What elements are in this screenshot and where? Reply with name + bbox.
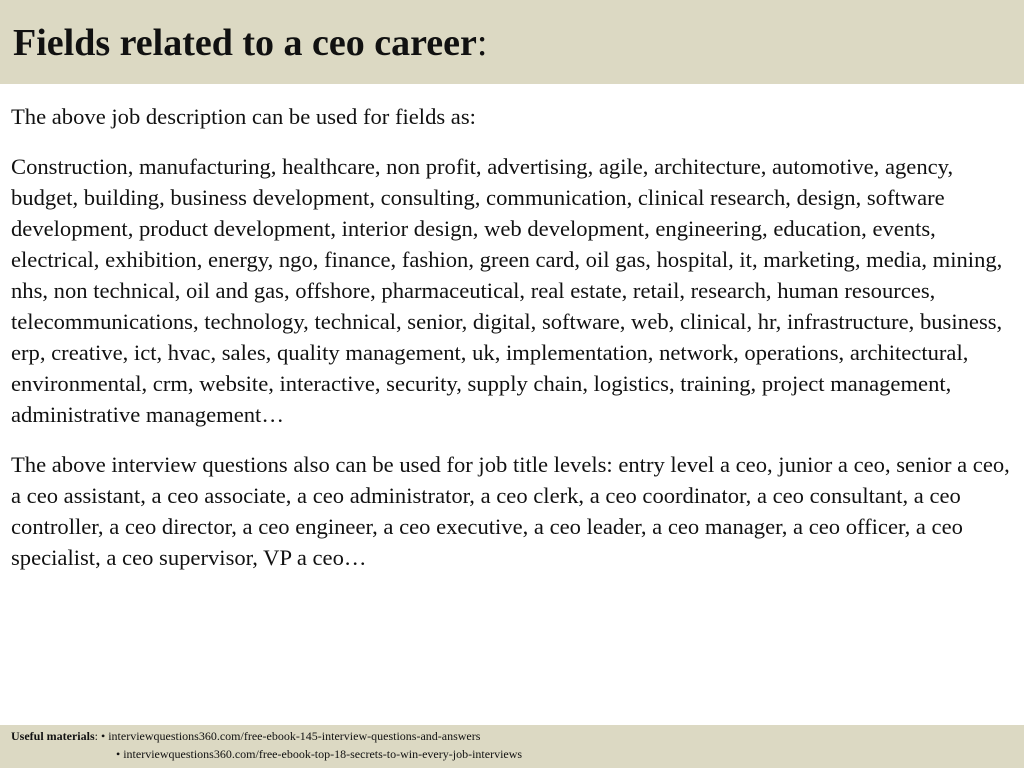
footer-separator: : (94, 729, 101, 743)
footer-bar (0, 725, 1024, 768)
slide-title-text: Fields related to a ceo career (13, 22, 477, 64)
slide-title (13, 20, 487, 66)
fields-paragraph: Construction, manufacturing, healthcare, non profit, advertising, agile, architecture, automotive, agency, budget, building, business development, consulting, communication, clinical research, design, software development, product development, interior design, web development, engineering, education, events, electrical, exhibition, energy, ngo, finance, fashion, green card, oil gas, hospital, it, marketing, media, mining, nhs, non technical, oil and gas, offshore, pharmaceutical, real estate, retail, research, human resources, telecommunications, technology, technical, senior, digital, software, web, clinical, hr, infrastructure, business, erp, creative, ict, hvac, sales, quality management, uk, implementation, network, operations, architectural, environmental, crm, website, interactive, security, supply chain, logistics, training, project management, administrative management… (11, 154, 1003, 427)
footer-link-ebook-145[interactable]: interviewquestions360.com/free-ebook-145-interview-questions-and-answers (108, 729, 481, 743)
footer-link-ebook-top-18[interactable]: interviewquestions360.com/free-ebook-top-18-secrets-to-win-every-job-interviews (123, 747, 523, 761)
bullet: • (116, 747, 124, 761)
footer-label: Useful materials (11, 729, 95, 743)
slide-title-colon: : (476, 22, 488, 64)
bullet: • (101, 729, 109, 743)
intro-paragraph: The above job description can be used for fields as: (11, 104, 476, 129)
job-levels-paragraph: The above interview questions also can be used for job title levels: entry level a ceo, junior a ceo, senior a ceo, a ceo assistant, a ceo associate, a ceo administrator, a ceo clerk, a ceo coordinator, a ceo consultant, a ceo controller, a ceo director, a ceo engineer, a ceo executive, a ceo leader, a ceo manager, a ceo officer, a ceo specialist, a ceo supervisor, VP a ceo… (11, 452, 1010, 570)
title-bar (0, 0, 1024, 84)
footer-row-2 (116, 746, 522, 763)
footer-row-1 (11, 728, 480, 745)
slide-body (11, 101, 1013, 573)
